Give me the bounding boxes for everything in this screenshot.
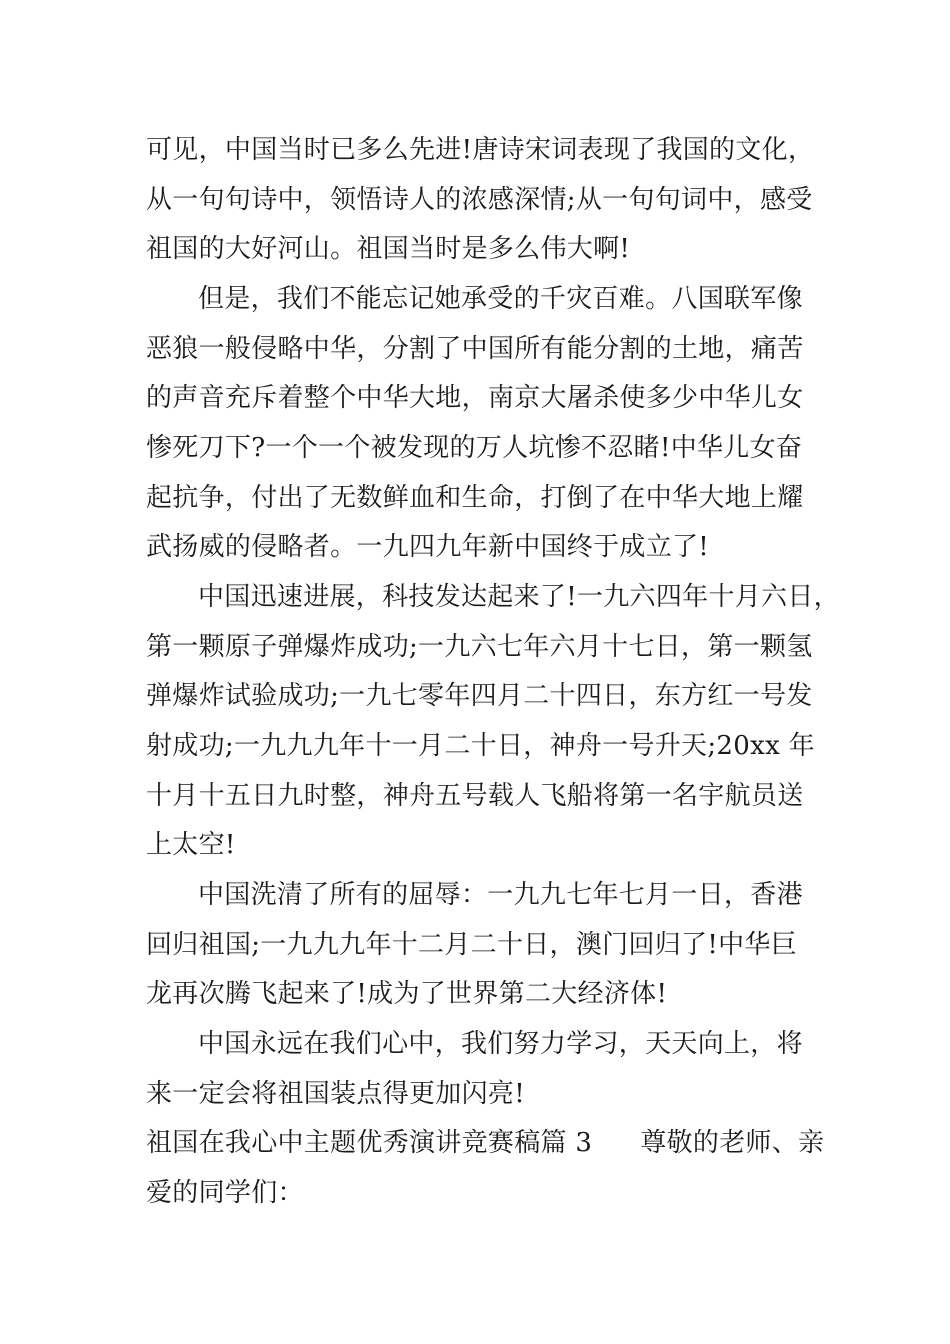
text-line: 上太空! — [146, 830, 236, 860]
paragraph-start: 中国洗清了所有的屈辱：一九九七年七月一日，香港 — [198, 880, 803, 910]
text-line: 龙再次腾飞起来了!成为了世界第二大经济体! — [146, 979, 668, 1009]
text-line: 的声音充斥着整个中华大地，南京大屠杀使多少中华儿女 — [146, 383, 804, 413]
text-line: 十月十五日九时整，神舟五号载人飞船将第一名宇航员送 — [146, 781, 804, 811]
text-line: 惨死刀下?一个一个被发现的万人坑惨不忍睹!中华儿女奋 — [146, 433, 803, 463]
salutation: 尊敬的老师、亲 — [640, 1128, 825, 1158]
text-line: 射成功;一九九九年十一月二十日，神舟一号升天;20xx 年 — [146, 731, 815, 761]
text-line: 武扬威的侵略者。一九四九年新中国终于成立了! — [146, 532, 710, 562]
text-line: 可见，中国当时已多么先进!唐诗宋词表现了我国的文化， — [146, 135, 815, 165]
section-heading-line — [146, 1123, 824, 1163]
text-line: 回归祖国;一九九九年十二月二十日，澳门回归了!中华巨 — [146, 930, 798, 960]
text-line: 从一句句诗中，领悟诗人的浓感深情;从一句句词中，感受 — [146, 185, 813, 215]
text-line: 祖国的大好河山。祖国当时是多么伟大啊! — [146, 234, 631, 264]
text-line: 弹爆炸试验成功;一九七零年四月二十四日，东方红一号发 — [146, 681, 813, 711]
text-line: 恶狼一般侵略中华，分割了中国所有能分割的土地，痛苦 — [146, 334, 804, 364]
text-line: 起抗争，付出了无数鲜血和生命，打倒了在中华大地上耀 — [146, 483, 804, 513]
text-line: 第一颗原子弹爆炸成功;一九六七年六月十七日，第一颗氢 — [146, 632, 813, 662]
paragraph-start: 中国迅速进展，科技发达起来了!一九六四年十月六日， — [198, 582, 840, 612]
paragraph-start: 但是，我们不能忘记她承受的千灾百难。八国联军像 — [198, 284, 803, 314]
paragraph-start: 中国永远在我们心中，我们努力学习，天天向上，将 — [198, 1029, 803, 1059]
salutation-continued: 爱的同学们： — [146, 1178, 304, 1208]
text-line: 来一定会将祖国装点得更加闪亮! — [146, 1079, 525, 1109]
section-title: 祖国在我心中主题优秀演讲竞赛稿篇 3 — [146, 1128, 593, 1158]
